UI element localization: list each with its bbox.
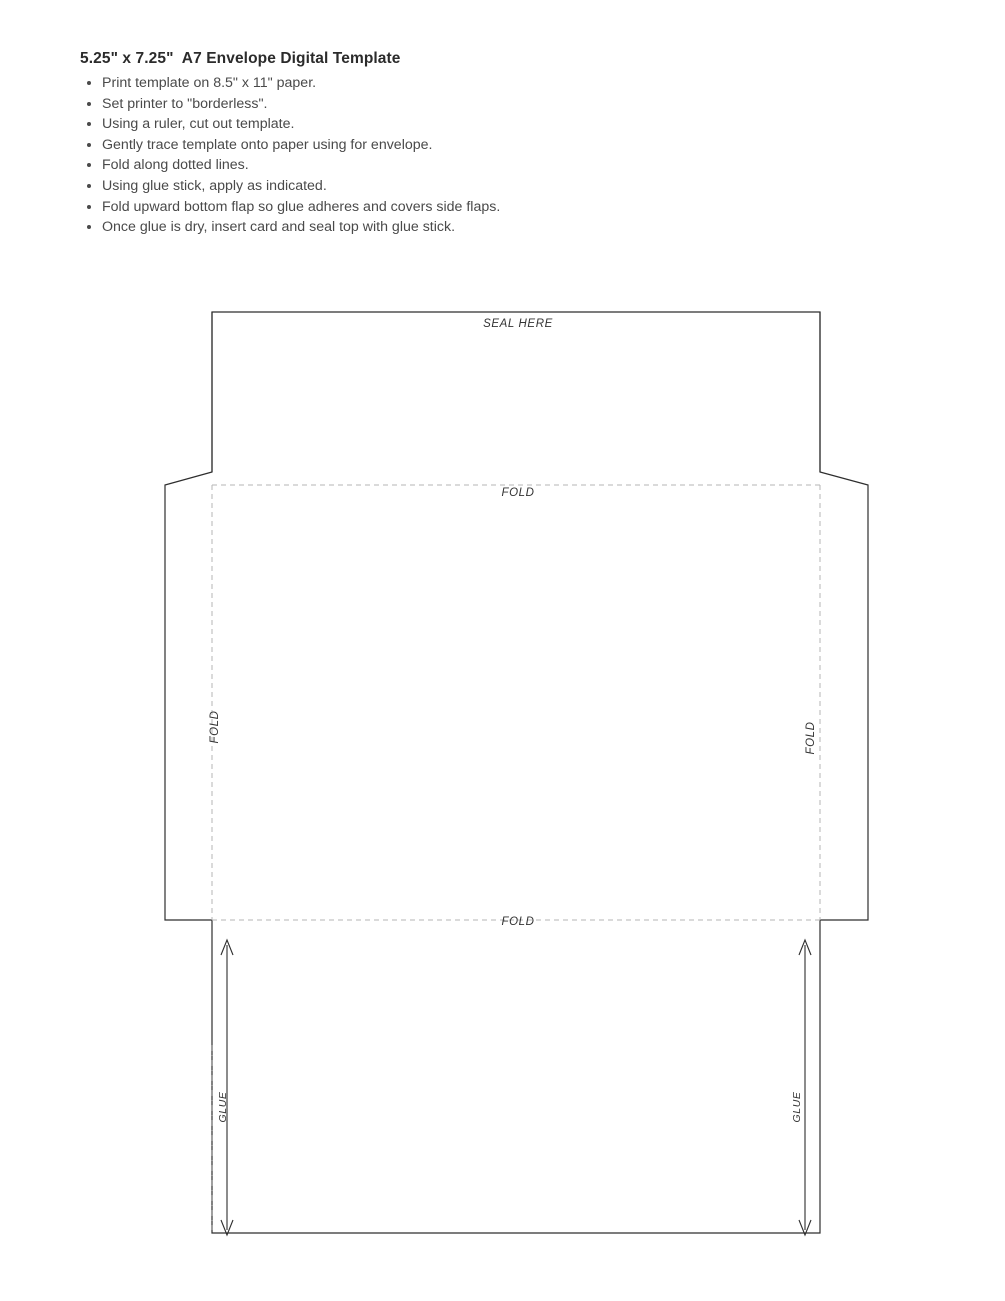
list-item: • Set printer to "borderless". — [102, 95, 640, 115]
page-title: 5.25" x 7.25" A7 Envelope Digital Template — [80, 50, 401, 67]
list-item: • Using a ruler, cut out template. — [102, 115, 640, 135]
cut-outline-path — [165, 312, 868, 1233]
label-fold-bottom: FOLD — [501, 916, 535, 928]
envelope-diagram — [150, 295, 890, 1255]
label-fold-right: FOLD — [805, 721, 817, 755]
label-glue-left: GLUE — [217, 1091, 229, 1123]
list-item: • Fold along dotted lines. — [102, 156, 640, 176]
label-glue-right: GLUE — [791, 1091, 803, 1123]
label-fold-left: FOLD — [209, 710, 221, 744]
list-item: • Gently trace template onto paper using for envelope. — [102, 136, 640, 156]
glue-arrow-right — [799, 940, 811, 1235]
list-item: • Using glue stick, apply as indicated. — [102, 177, 640, 197]
label-fold-top: FOLD — [501, 487, 535, 499]
list-item: • Fold upward bottom flap so glue adheres and covers side flaps. — [102, 198, 640, 218]
list-item: • Print template on 8.5" x 11" paper. — [102, 74, 640, 94]
label-seal-here: SEAL HERE — [483, 318, 553, 330]
list-item: • Once glue is dry, insert card and seal top with glue stick. — [102, 218, 640, 238]
glue-arrow-left — [221, 940, 233, 1235]
envelope-outline-svg — [150, 295, 890, 1255]
instructions-block — [80, 50, 640, 239]
instruction-list — [80, 74, 640, 238]
